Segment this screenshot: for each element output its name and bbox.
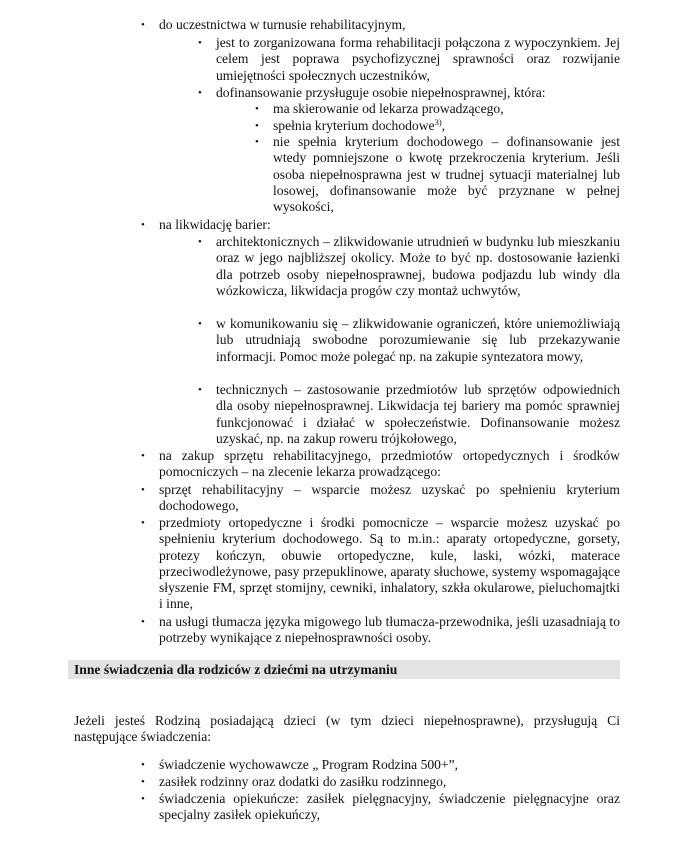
list-item-turnus-definition: jest to zorganizowana forma rehabilitacji połączona z wypoczynkiem. Jej celem jest poprawa psychofizycznej sprawności oraz rozwijanie umiejętności społecznych uczestników, [216, 35, 620, 83]
bullet-icon: • [141, 776, 145, 788]
list-item-skierowanie: ma skierowanie od lekarza prowadzącego, [273, 101, 504, 116]
bullet-icon: • [198, 384, 202, 396]
bullet-icon: • [255, 136, 259, 148]
kryterium-end: , [441, 118, 446, 133]
bullet-icon: • [141, 484, 145, 496]
bullet-icon: • [255, 120, 259, 132]
kryterium-text: spełnia kryterium dochodowe [273, 118, 435, 133]
bullet-icon: • [141, 793, 145, 805]
bullet-icon: • [141, 219, 145, 231]
list-item-technicznych: technicznych – zastosowanie przedmiotów lub sprzętów odpowiednich dla osoby niepełnosprawnej. Likwidacja tej bariery ma pomóc sprawniej funkcjonować i działać w społeczeństwie. Dofinansowanie możesz uzyskać, np. na zakup roweru trójkołowego, [216, 382, 620, 446]
bullet-icon: • [141, 19, 145, 31]
list-item-komunikowanie: w komunikowaniu się – zlikwidowanie ograniczeń, które uniemożliwiają lub utrudniają swobodne porozumiewanie się lub przekazywanie informacji. Pomoc może polegać np. na zakupie syntezatora mowy, [216, 316, 620, 364]
bullet-icon: • [141, 517, 145, 529]
bullet-icon: • [198, 87, 202, 99]
list-item-architektoniczne: architektonicznych – zlikwidowanie utrudnień w budynku lub mieszkaniu oraz w jego najbliższej okolicy. Może to być np. dostosowanie łazienki dla potrzeb osoby niepełnosprawnej, budowa podjazdu lub windy dla wózkowicza, likwidacja progów czy montaż uchwytów, [216, 234, 620, 298]
list-item-tlumacz: na usługi tłumacza języka migowego lub tłumacza-przewodnika, jeśli uzasadniają to potrzeby wynikające z niepełnosprawności osoby. [159, 614, 620, 646]
bullet-icon: • [141, 616, 145, 628]
list-item-nie-spelnia: nie spełnia kryterium dochodowego – dofinansowanie jest wtedy pomniejszone o kwotę przekroczenia kryterium. Jeśli osoba niepełnosprawna jest w trudnej sytuacji materialnej lub losowej, dofinansowanie może być przyznane w pełnej wysokości, [273, 134, 620, 215]
bullet-icon: • [198, 37, 202, 49]
section-intro: Jeżeli jesteś Rodziną posiadającą dzieci (w tym dzieci niepełnosprawne), przysługują Ci następujące świadczenia: [74, 713, 620, 745]
list-item-bariery: na likwidację barier: [159, 217, 271, 232]
list-item-sprzet-rehabilitacyjny: sprzęt rehabilitacyjny – wsparcie możesz uzyskać po spełnieniu kryterium dochodowego, [159, 482, 620, 514]
list-item-zakup-sprzetu: na zakup sprzętu rehabilitacyjnego, przedmiotów ortopedycznych i środków pomocniczych – na zlecenie lekarza prowadzącego: [159, 448, 620, 480]
list-item-turnus: do uczestnictwa w turnusie rehabilitacyjnym, [159, 17, 406, 32]
bullet-icon: • [198, 318, 202, 330]
bullet-icon: • [141, 450, 145, 462]
footnote-ref[interactable]: 3) [434, 117, 442, 127]
list-item-zasilek-rodzinny: zasiłek rodzinny oraz dodatki do zasiłku rodzinnego, [159, 774, 447, 789]
list-item-500plus: świadczenie wychowawcze „ Program Rodzina 500+”, [159, 757, 459, 772]
list-item-przedmioty-ortopedyczne: przedmioty ortopedyczne i środki pomocnicze – wsparcie możesz uzyskać po spełnieniu kryterium dochodowego. Są to m.in.: aparaty ortopedyczne, gorsety, protezy kończyn, obuwie ortopedyczne, kule, laski, wózki, materace przeciwodleżynowe, pasy przepuklinowe, aparaty słuchowe, systemy wspomagające słyszenie FM, sprzęt stomijny, cewniki, inhalatory, szkła okularowe, pieluchomajtki i inne, [159, 515, 620, 612]
bullet-icon: • [255, 103, 259, 115]
bullet-icon: • [141, 759, 145, 771]
bullet-icon: • [198, 236, 202, 248]
list-item-dofinansowanie: dofinansowanie przysługuje osobie niepełnosprawnej, która: [216, 85, 546, 100]
list-item-swiadczenia-opiekuncze: świadczenia opiekuńcze: zasiłek pielęgnacyjny, świadczenie pielęgnacyjne oraz specjalny zasiłek opiekuńczy, [159, 791, 620, 823]
section-heading: Inne świadczenia dla rodziców z dziećmi na utrzymaniu [74, 662, 398, 677]
list-item-kryterium [273, 118, 620, 134]
